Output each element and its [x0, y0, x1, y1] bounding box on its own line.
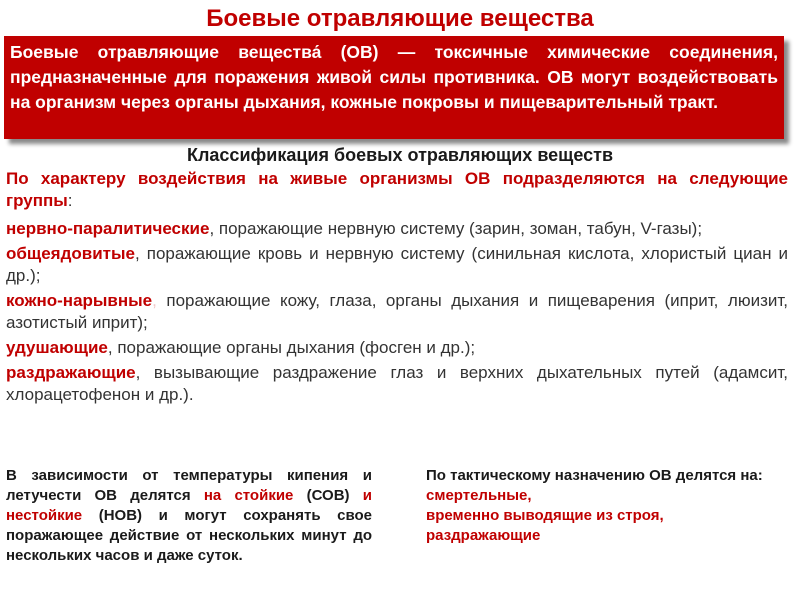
persistent-label: на стойкие [203, 487, 294, 504]
tactical-heading: По тактическому назначению ОВ делятся на: [426, 467, 763, 484]
group-sep: , [135, 363, 141, 382]
tactical-item-lethal: смертельные, [426, 487, 532, 504]
group-sep: , [107, 338, 113, 357]
intro-text: По характеру воздействия на живые организмы ОВ подразделяются на следующие группы [6, 169, 788, 210]
group-desc: вызывающие раздражение глаз и верхних дыхательных путей (адамсит, хлорацетофенон и др.). [6, 363, 788, 404]
classification-intro [6, 168, 788, 212]
tactical-item-irritant: раздражающие [426, 527, 541, 544]
group-item-irritant [6, 362, 788, 406]
classification-section [6, 168, 788, 409]
nonpersistent-label: и нестойкие [6, 487, 372, 524]
group-name: удушающие [6, 338, 108, 357]
group-desc: поражающие кожу, глаза, органы дыхания и пищеварения (иприт, люизит, азотистый иприт); [6, 291, 788, 332]
group-desc: поражающие кровь и нервную систему (синильная кислота, хлористый циан и др.); [6, 244, 788, 285]
classification-heading: Классификация боевых отравляющих веществ [186, 145, 614, 165]
group-item-nerve [6, 218, 788, 240]
boiling-text-3: (НОВ) и могут сохранять свое поражающее действие от нескольких минут до нескольких часов и даже суток. [6, 507, 372, 564]
group-desc: поражающие нервную систему (зарин, зоман, табун, V-газы); [214, 219, 703, 238]
group-sep: , [152, 291, 157, 310]
group-name: раздражающие [6, 363, 136, 382]
definition-box [4, 36, 784, 139]
group-item-blister [6, 290, 788, 334]
group-name: кожно-нарывные [6, 291, 153, 310]
tactical-item-incapacitating: временно выводящие из строя, [426, 507, 664, 524]
group-item-choking [6, 337, 788, 359]
group-name: нервно-паралитические [6, 219, 210, 238]
intro-colon: : [67, 191, 73, 210]
group-sep: , [209, 219, 215, 238]
group-item-general [6, 243, 788, 287]
group-sep: , [134, 244, 140, 263]
definition-text: Боевые отравляющие вещества́ (ОВ) — токсичные химические соединения, предназначенные для поражения живой силы противника. ОВ могут воздействовать на организм через органы дыхания, кожные покровы и пищеварительный тракт. [10, 42, 778, 112]
boiling-text-1: В зависимости от температуры кипения и летучести ОВ делятся [6, 467, 372, 504]
boiling-text-2: (СОВ) [293, 487, 363, 504]
group-name: общеядовитые [6, 244, 135, 263]
boiling-point-block [6, 466, 372, 566]
page-title: Боевые отравляющие вещества [206, 5, 594, 32]
group-desc: поражающие органы дыхания (фосген и др.); [112, 338, 476, 357]
tactical-block [426, 466, 788, 546]
